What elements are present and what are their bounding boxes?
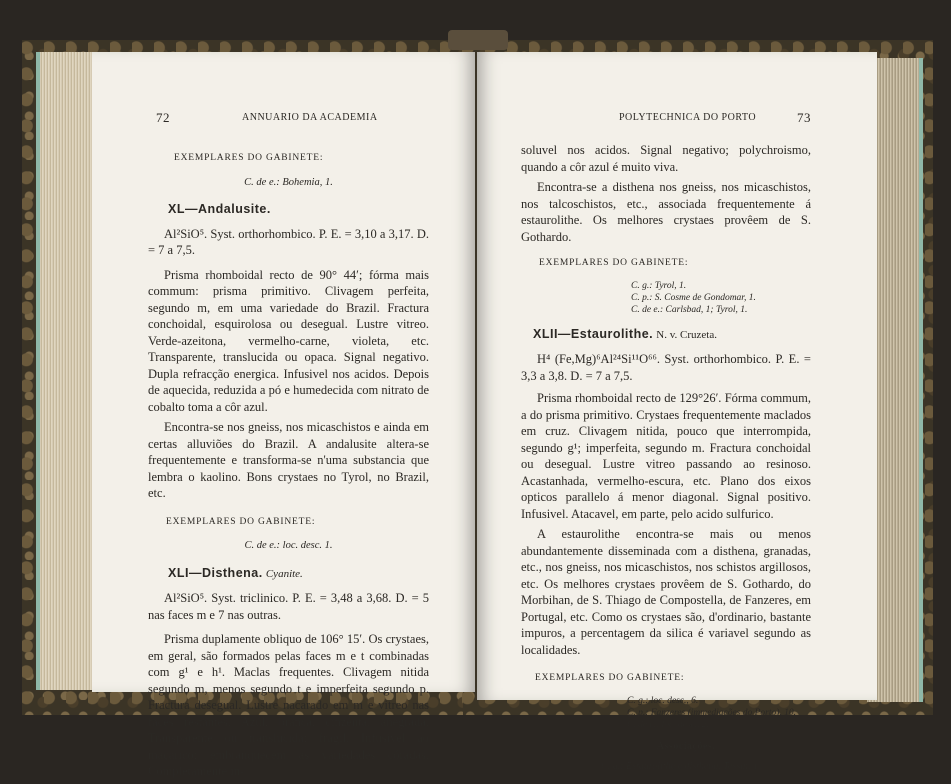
left-page-number: 72 [156,110,170,125]
right-running-head: POLYTECHNICA DO PORTO [619,112,757,123]
mineral-heading-estaurolithe: XLII—Estaurolithe. N. v. Cruzeta. [533,326,717,341]
continuation-paragraph: soluvel nos acidos. Signal negativo; polychroismo, quando a côr azul é muito viva. [521,143,811,174]
exemplares-heading: EXEMPLARES DO GABINETE: [166,516,316,527]
exemplares-heading: EXEMPLARES DO GABINETE: [535,673,685,683]
mineral-heading-andalusite: XL—Andalusite. [168,202,271,216]
specimen-location: C. p.: S. Cosme de Gondomar, 1. [631,292,756,303]
specimen-location: C. de e.: loc. desc., 2. [627,719,710,730]
exemplares-heading: EXEMPLARES DO GABINETE: [539,258,689,268]
specimen-location: C. de e.: Carlsbad, 1; Tyrol, 1. [631,304,748,315]
specimen-location: C. p.: Fanzeres (immediações do Porto), 10. [627,707,797,718]
right-page-body [521,142,811,776]
formula-paragraph: H⁴ (Fe,Mg)⁶Al²⁴Si¹¹O⁶⁶. Syst. orthorhombico. P. E. = 3,3 a 3,8. D. = 7 a 7,5. [521,352,811,383]
book-spine [448,30,508,50]
formula-paragraph: Al²SiO⁵. Syst. orthorhombico. P. E. = 3,10 a 3,17. D. = 7 a 7,5. [148,226,429,257]
occurrence-paragraph: Encontra-se a disthena nos gneiss, nos micaschistos, nos talcoschistos, etc., associada frequentemente á estaurolithe. Os melhores crystaes provêem de S. Gothardo. [521,180,811,244]
specimen-location: C. de e.: loc. desc. 1. [244,540,333,551]
left-page-body [148,144,429,784]
specimen-location-list [627,695,811,731]
left-page [92,52,475,778]
specimen-location: C. g.: loc. desc., 6. [627,695,699,706]
mineral-heading-disthena: XLI—Disthena. Cyanite. [168,565,303,580]
right-page [477,52,877,772]
exemplares-heading: EXEMPLARES DO GABINETE: [174,153,324,163]
occurrence-paragraph: A estaurolithe encontra-se mais ou menos abundantemente disseminada com a disthena, granadas, etc., nos gneiss, nos micaschistos, nos schistos argillosos, etc. Os melhores crystaes provêem de S. Gothardo, do Morbihan, de S. Thiago de Compostella, de Fanzeres, em Portugal, etc. Como os crystaes são, d'ordinario, bastante impuros, a percentagem da silica é variavel segundo as localidades. [521,527,811,657]
left-running-head: ANNUARIO DA ACADEMIA [242,112,378,123]
right-page-number: 73 [797,110,811,125]
association-location: C. g.: Estaurolithe e disthena, Tessin, 1. [601,761,761,772]
description-paragraph: Prisma rhomboidal recto de 129°26′. Fórma commum, a do prisma primitivo. Crystaes frequentemente maclados em cruz. Clivagem nitida, pouco que interrompida, segundo g¹; imperfeita, segundo m. Fractura conchoidal ou desegual. Lustre vitreo passando ao resinoso. Acastanhada, vermelho-escura, etc. Plano dos eixos opticos parallelo á menor diagonal. Signal positivo. Infusivel. Atacavel, em parte, pelo acido sulfurico. [521,391,811,521]
description-paragraph: Prisma rhomboidal recto de 90° 44′; fórma mais commum: prisma primitivo. Clivagem perfeita, segundo m, em uma variedade do Brazil. Fractura conchoidal, esquirolosa ou desegual. Lustre vitreo. Verde-azeitona, vermelho-carne, violeta, etc. Transparente, translucida ou opaca. Signal negativo. Dupla refracção energica. Infusivel nos acidos. Depois de aquecida, reduzida a pó e humedecida com nitrato de cobalto toma a côr azul. [148,267,429,414]
formula-paragraph: Al²SiO⁵. Syst. triclinico. P. E. = 3,48 a 3,68. D. = 5 nas faces m e 7 nas outras. [148,591,429,622]
specimen-location: C. g.: Tyrol, 1. [631,280,687,291]
specimen-location-list [631,280,811,316]
description-paragraph: Prisma duplamente obliquo de 106° 15′. Os crystaes, em geral, são formados pelas faces m e t combinadas com g¹ e h¹. Maclas frequentes. Clivagem nitida segundo m, menos segundo t e imperfeita segundo p. Fractura desegual. Lustre nacarado em m e vitreo nas faces restantes. Azul, branca, cinzenta, anegrada. Transparente ou translucida; fragil. Infusivel ao maçarico; embranquecem as variedades córadas. Completamente in- [148,632,429,778]
occurrence-paragraph: Encontra-se nos gneiss, nos micaschistos e ainda em certas alluviões do Brazil. A andalusite altera-se frequentemente e transforma-se n'uma substancia que lembra o kaolino. Bons crystaes no Tyrol, no Brazil, etc. [148,420,429,500]
associations-heading: Associações. [656,740,716,752]
left-page-edges [36,52,100,690]
specimen-location: C. de e.: Bohemia, 1. [244,176,333,188]
